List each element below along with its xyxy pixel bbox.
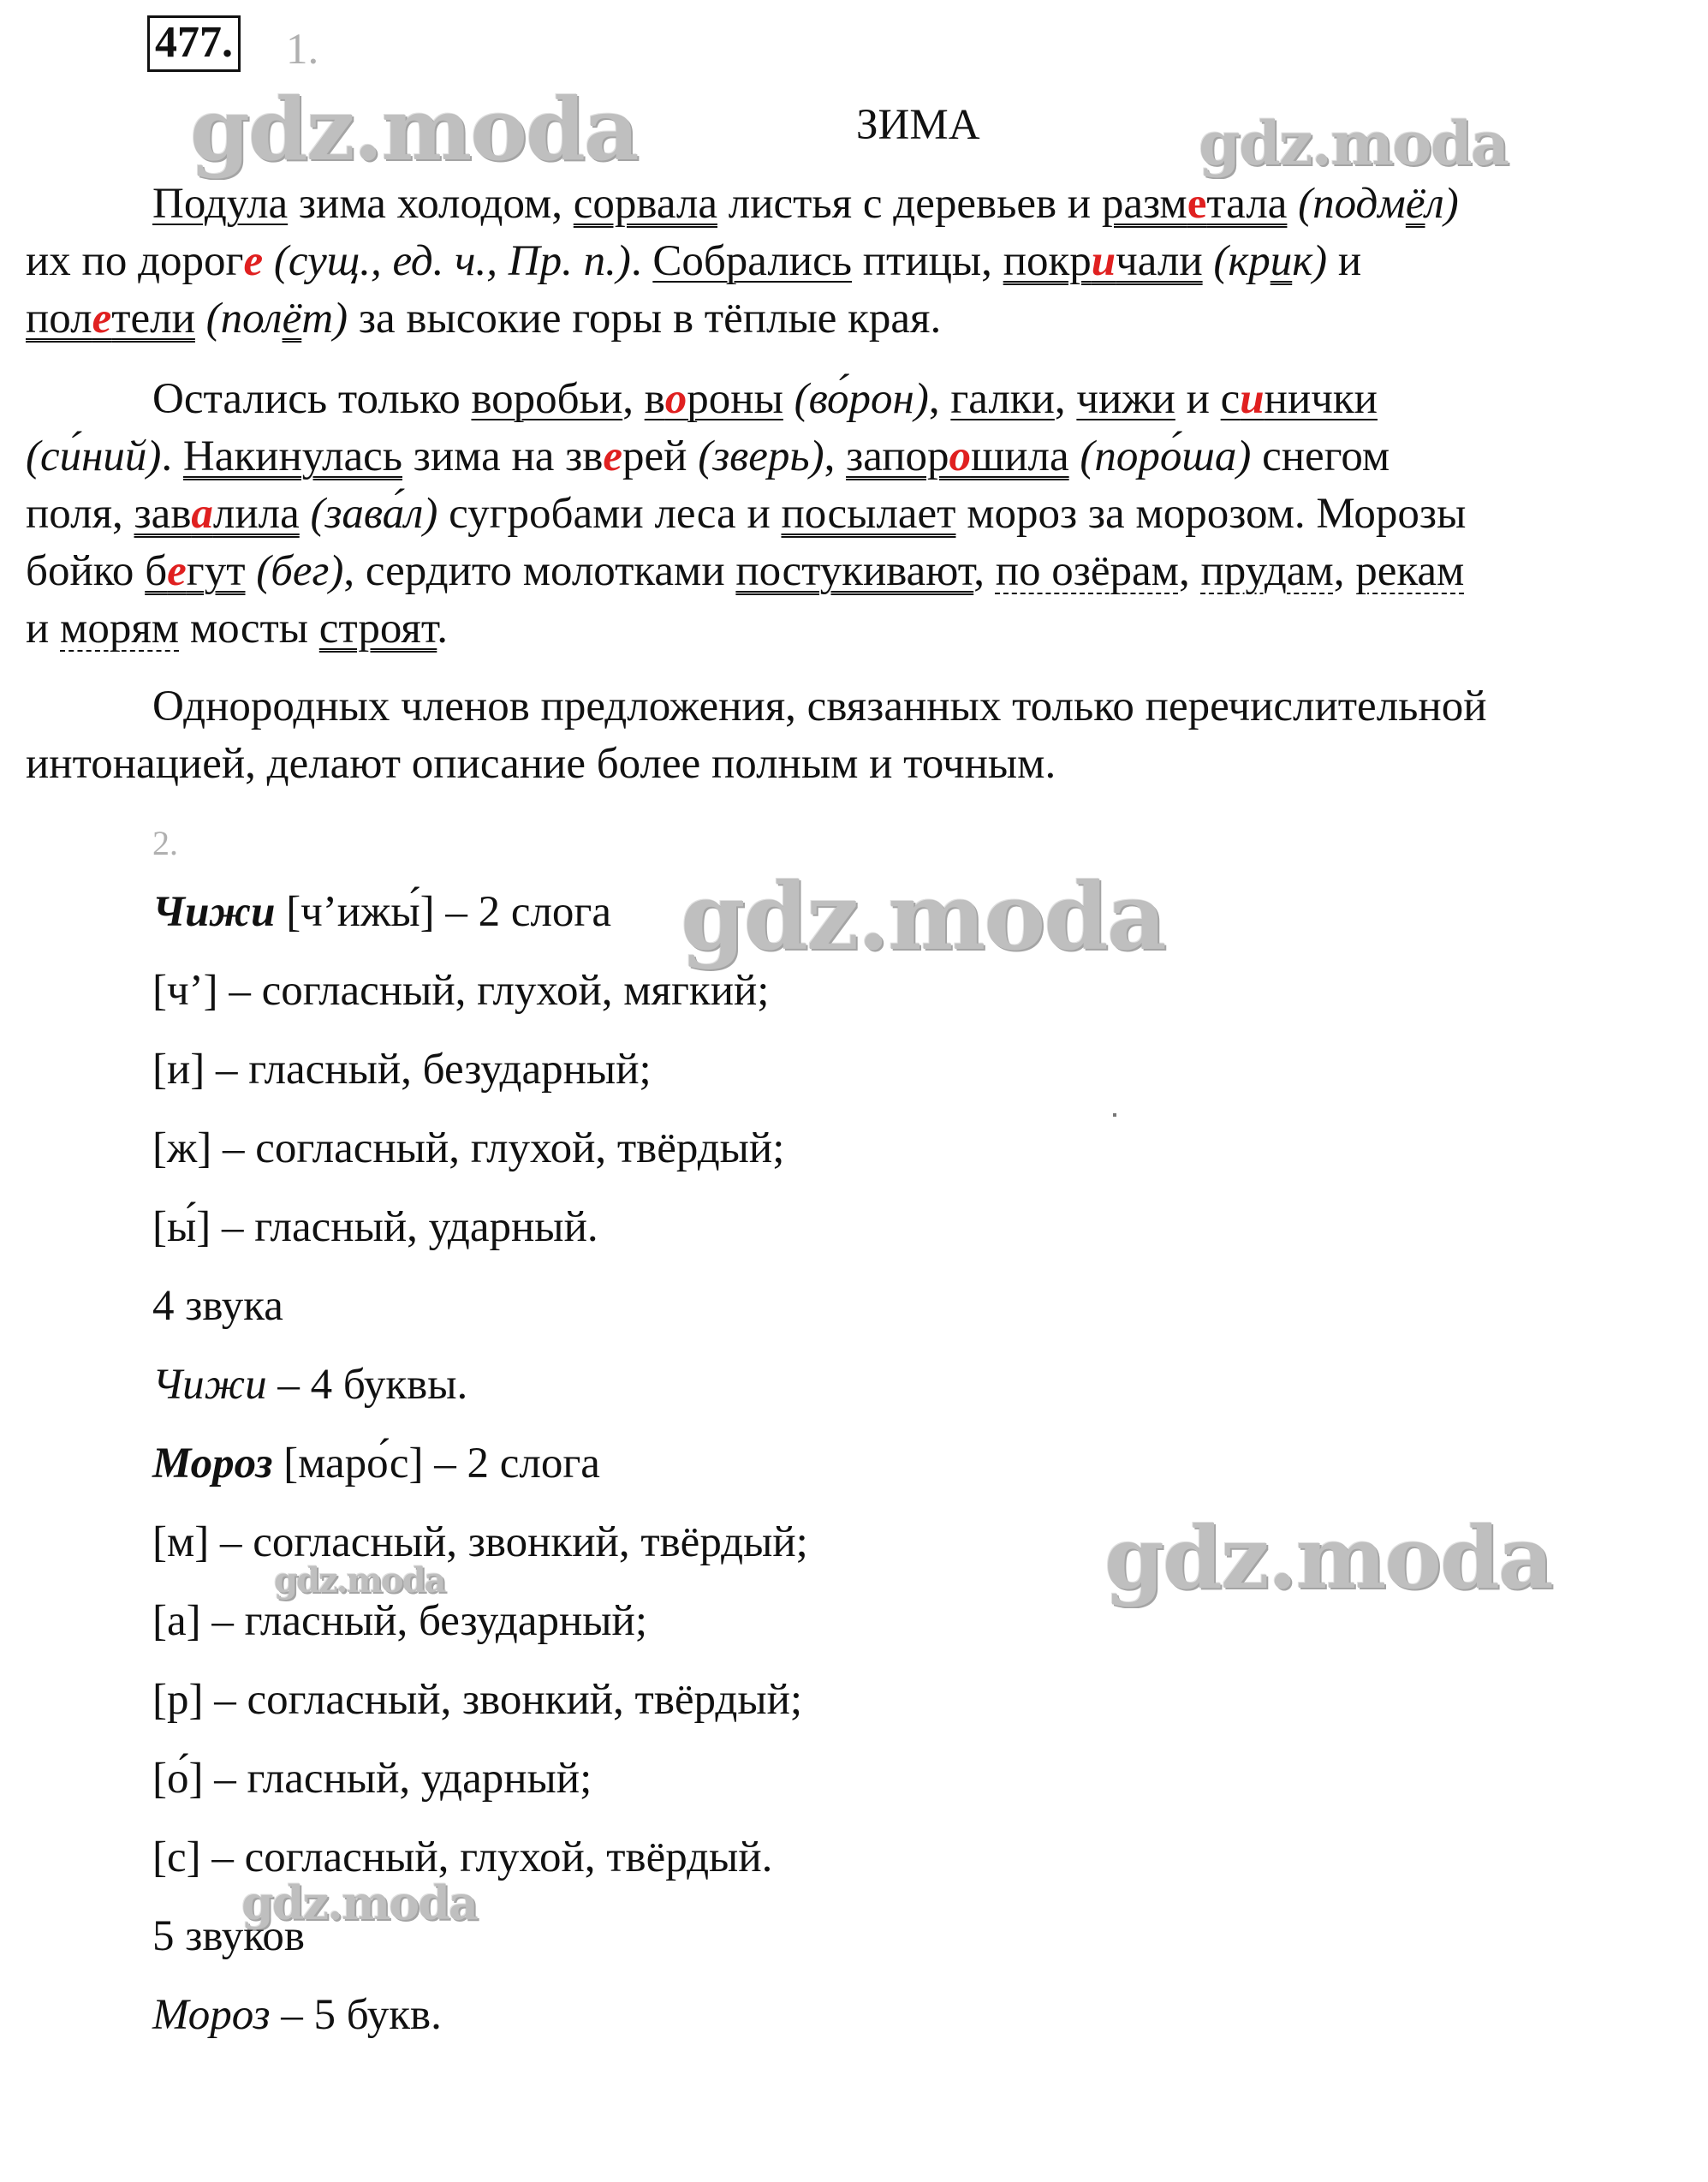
p2-line3: поля, завалила (зава́л) сугробами леса и посылает мороз за морозом. Морозы bbox=[26, 490, 1467, 538]
word2-sound-1: [м] – согласный, звонкий, твёрдый; bbox=[152, 1518, 808, 1566]
word1-sound-count: 4 звука bbox=[152, 1282, 283, 1330]
task-number: 477. bbox=[147, 15, 241, 72]
word2-sound-5: [с] – согласный, глухой, твёрдый. bbox=[152, 1833, 773, 1881]
p2-line5: и морям мосты строят. bbox=[26, 605, 449, 653]
word1-heading: Чижи [ч’ижы́] – 2 слога bbox=[152, 888, 611, 936]
word2-sound-count: 5 звуков bbox=[152, 1912, 306, 1960]
word2-sound-3: [р] – согласный, звонкий, твёрдый; bbox=[152, 1676, 803, 1724]
p1-line1: Подула зима холодом, сорвала листья с деревьев и разметала (подмёл) bbox=[152, 180, 1459, 228]
part-one-label: 1. bbox=[286, 26, 319, 74]
p2-line1: Остались только воробьи, вороны (во́рон), галки, чижи и синички bbox=[152, 375, 1378, 423]
watermark-2: gdz.moda bbox=[1199, 108, 1509, 179]
p1-line3: полетели (полёт) за высокие горы в тёплые края. bbox=[26, 295, 942, 343]
word1-sound-4: [ы́] – гласный, ударный. bbox=[152, 1203, 598, 1251]
watermark-6: gdz.moda bbox=[241, 1875, 477, 1930]
scan-speck bbox=[1113, 1113, 1116, 1117]
word2-sound-4: [о́] – гласный, ударный; bbox=[152, 1755, 592, 1803]
p3-line2: интонацией, делают описание более полным и точным. bbox=[26, 740, 1056, 788]
watermark-1: gdz.moda bbox=[190, 79, 638, 180]
part-two-label: 2. bbox=[152, 824, 178, 862]
p2-line4: бойко бегут (бег), сердито молотками постукивают, по озёрам, прудам, рекам bbox=[26, 547, 1465, 595]
p1-line2: их по дороге (сущ., ед. ч., Пр. п.). Собрались птицы, покричали (крик) и bbox=[26, 237, 1362, 285]
word1-letter-count: Чижи – 4 буквы. bbox=[152, 1361, 468, 1409]
p2-line2: (си́ний). Накинулась зима на зверей (зверь), запорошила (поро́ша) снегом bbox=[26, 432, 1390, 480]
word2-sound-2: [а] – гласный, безударный; bbox=[152, 1597, 648, 1645]
word2-letter-count: Мороз – 5 букв. bbox=[152, 1991, 442, 2039]
watermark-4: gdz.moda bbox=[1104, 1507, 1552, 1608]
word1-sound-3: [ж] – согласный, глухой, твёрдый; bbox=[152, 1124, 785, 1172]
word1-sound-2: [и] – гласный, безударный; bbox=[152, 1046, 652, 1094]
text-title: ЗИМА bbox=[856, 101, 980, 149]
word2-heading: Мороз [маро́с] – 2 слога bbox=[152, 1440, 600, 1487]
word1-sound-1: [ч’] – согласный, глухой, мягкий; bbox=[152, 967, 770, 1015]
p3-line1: Однородных членов предложения, связанных только перечислительной bbox=[152, 683, 1487, 730]
watermark-3: gdz.moda bbox=[681, 863, 1165, 971]
watermark-5: gdz.moda bbox=[274, 1560, 445, 1601]
